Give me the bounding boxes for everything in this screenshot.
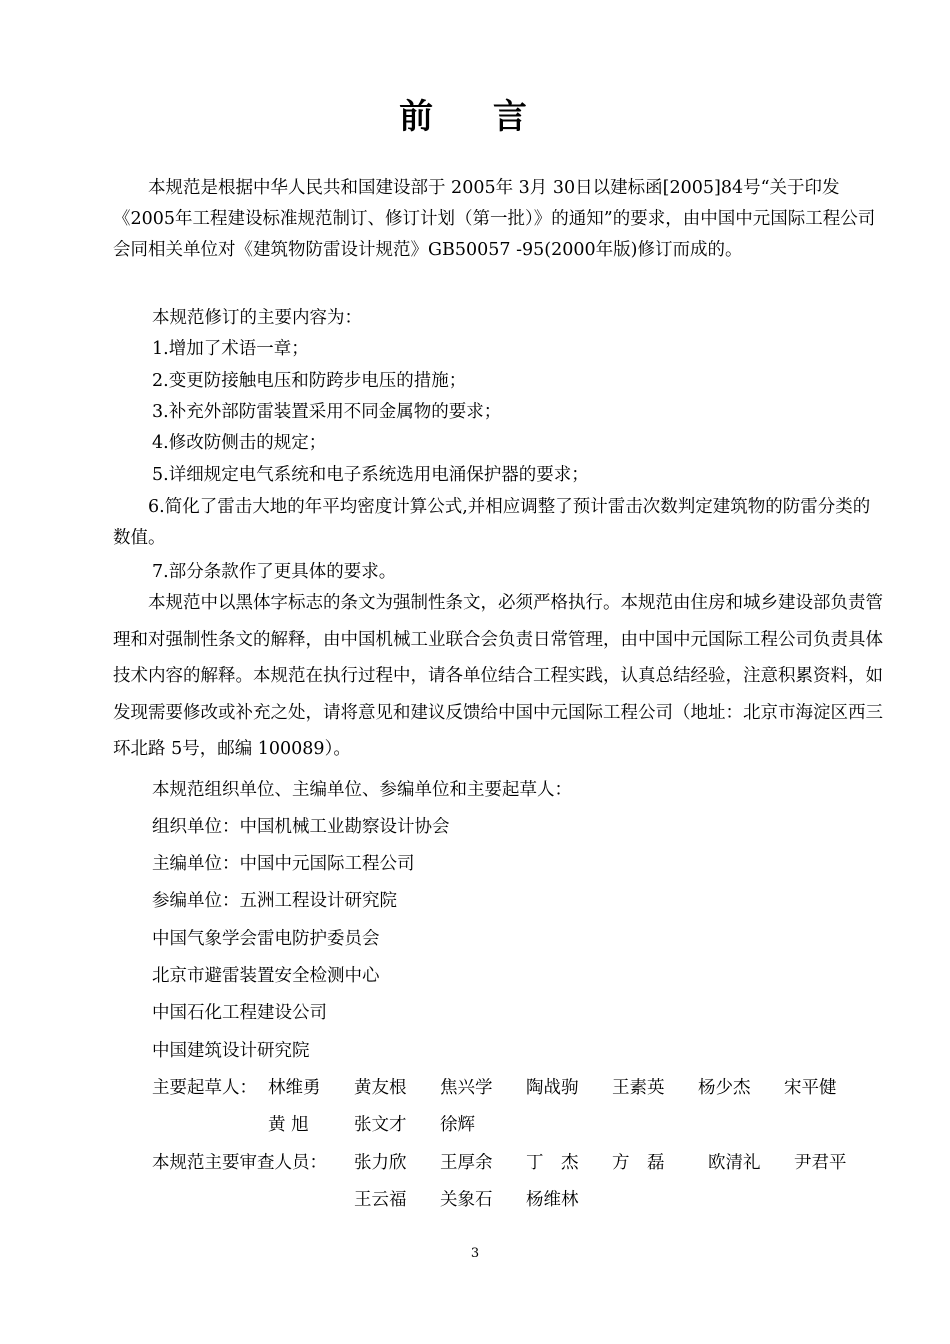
drafter-name: 陶战驹 [526, 1078, 579, 1098]
revision-item: 4.修改防侧击的规定； [152, 433, 327, 453]
reviewer-name: 张力欣 [354, 1153, 407, 1173]
drafter-name: 林维勇 [268, 1078, 321, 1098]
participating-unit: 中国气象学会雷电防护委员会 [152, 929, 380, 949]
participating-unit: 参编单位：五洲工程设计研究院 [152, 891, 397, 911]
drafter-name: 宋平健 [784, 1078, 837, 1098]
reviewers-row-2 [0, 1188, 950, 1212]
revision-item-7: 7.部分条款作了更具体的要求。 [152, 562, 397, 582]
reviewer-name: 欧清礼 [708, 1153, 761, 1173]
drafters-row-2 [0, 1113, 950, 1137]
revision-item: 5.详细规定电气系统和电子系统选用电涌保护器的要求； [152, 465, 589, 485]
participating-unit: 北京市避雷装置安全检测中心 [152, 966, 380, 986]
drafter-name: 徐辉 [440, 1115, 475, 1135]
chief-editor-unit: 主编单位：中国中元国际工程公司 [152, 854, 415, 874]
page-number: 3 [470, 1246, 480, 1261]
participating-unit: 中国建筑设计研究院 [152, 1041, 310, 1061]
reviewers-row [0, 1151, 950, 1175]
drafter-name: 焦兴学 [440, 1078, 493, 1098]
reviewer-name: 方 磊 [612, 1153, 665, 1173]
intro-paragraph: 本规范是根据中华人民共和国建设部于 2005年 3月 30日以建标函[2005]84号“关于印发《2005年工程建设标准规范制订、修订计划（第一批）》的通知”的要求，由中国中元国际工程公司会同相关单位对《建筑物防雷设计规范》GB50057 -95(2000年版)修订而成的。 [113, 178, 876, 260]
drafters-row [0, 1076, 950, 1100]
revision-item-6: 6.简化了雷击大地的年平均密度计算公式,并相应调整了预计雷击次数判定建筑物的防雷分类的数值。 [113, 497, 871, 548]
drafter-name: 黄 旭 [268, 1115, 309, 1135]
organizing-unit: 组织单位：中国机械工业勘察设计协会 [152, 817, 450, 837]
revision-item: 3.补充外部防雷装置采用不同金属物的要求； [152, 402, 502, 422]
participating-unit: 中国石化工程建设公司 [152, 1003, 327, 1023]
drafters-label: 主要起草人： [152, 1078, 257, 1098]
reviewer-name: 丁 杰 [526, 1153, 579, 1173]
drafter-name: 王素英 [612, 1078, 665, 1098]
drafter-name: 黄友根 [354, 1078, 407, 1098]
revision-item: 2.变更防接触电压和防跨步电压的措施； [152, 371, 467, 391]
drafter-name: 张文才 [354, 1115, 407, 1135]
revision-intro: 本规范修订的主要内容为： [152, 308, 362, 328]
units-intro: 本规范组织单位、主编单位、参编单位和主要起草人： [152, 780, 572, 800]
reviewer-name: 杨维林 [526, 1190, 579, 1210]
page-title: 前 言 [399, 97, 551, 137]
reviewer-name: 王云福 [354, 1190, 407, 1210]
reviewer-name: 尹君平 [794, 1153, 847, 1173]
mandatory-paragraph: 本规范中以黑体字标志的条文为强制性条文，必须严格执行。本规范由住房和城乡建设部负责管理和对强制性条文的解释，由中国机械工业联合会负责日常管理，由中国中元国际工程公司负责具体技术内容的解释。本规范在执行过程中，请各单位结合工程实践，认真总结经验，注意积累资料，如发现需要修改或补充之处，请将意见和建议反馈给中国中元国际工程公司（地址：北京市海淀区西三环北路 5号，邮编 100089）。 [113, 593, 883, 759]
reviewers-label: 本规范主要审查人员： [152, 1153, 327, 1173]
reviewer-name: 关象石 [440, 1190, 493, 1210]
reviewer-name: 王厚余 [440, 1153, 493, 1173]
drafter-name: 杨少杰 [698, 1078, 751, 1098]
revision-item: 1.增加了术语一章； [152, 339, 309, 359]
